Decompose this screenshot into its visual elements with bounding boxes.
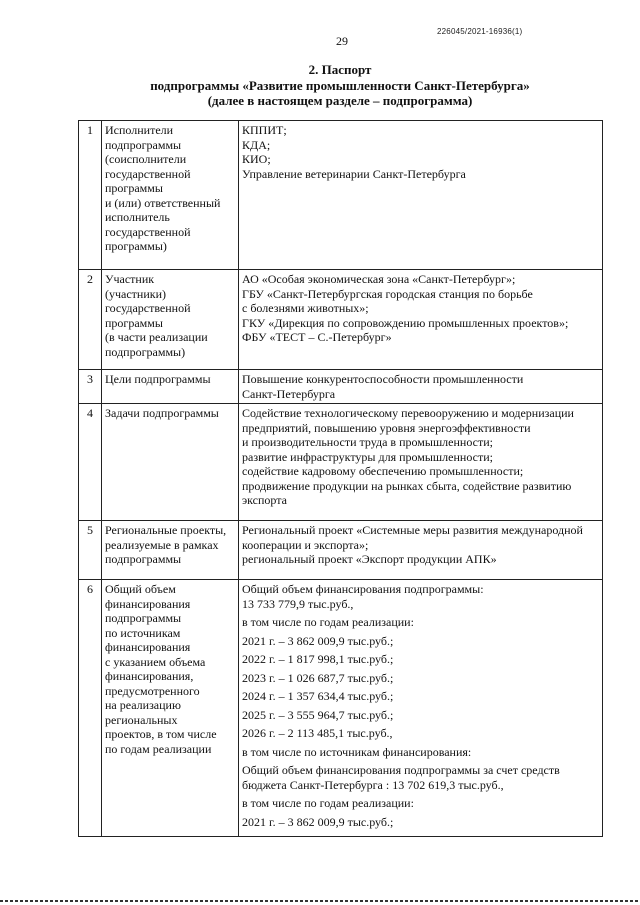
table-row (79, 404, 603, 521)
row-label-line: подпрограммы) (105, 344, 186, 359)
row-number: 3 (79, 370, 102, 404)
row-content-line: 2022 г. – 1 817 998,1 тыс.руб.; (242, 652, 394, 666)
table-row (79, 270, 603, 370)
row-content-line: ФБУ «ТЕСТ – С.-Петербург» (242, 330, 392, 344)
row-content-line: предприятий, повышению уровня энергоэффективности (242, 420, 531, 435)
passport-table (78, 120, 603, 837)
row-content (239, 270, 603, 370)
row-content-line: Повышение конкурентоспособности промышленности (242, 372, 524, 386)
row-number: 5 (79, 521, 102, 580)
row-content-line: 2021 г. – 3 862 009,9 тыс.руб.; (242, 633, 394, 648)
row-label-line: финансирования (105, 640, 191, 654)
row-content-line: и производительности труда в промышленности; (242, 435, 493, 449)
row-content-line: 2021 г. – 3 862 009,9 тыс.руб.; (242, 814, 394, 829)
document-id: 226045/2021-16936(1) (437, 27, 523, 36)
row-label-line: по источникам (105, 625, 181, 640)
row-number: 2 (79, 270, 102, 370)
table-row (79, 521, 603, 580)
row-content-line: 2023 г. – 1 026 687,7 тыс.руб.; (242, 670, 394, 685)
row-content-line: 2025 г. – 3 555 964,7 тыс.руб.; (242, 707, 394, 722)
table-row (79, 580, 603, 837)
row-content (239, 404, 603, 521)
row-content-line: Санкт-Петербурга (242, 386, 336, 401)
row-content-line: развитие инфраструктуры для промышленности; (242, 449, 493, 464)
row-content-line: Общий объем финансирования подпрограммы за счет средств (242, 763, 560, 777)
row-label (102, 270, 239, 370)
row-label-line: (соисполнители (105, 152, 187, 166)
row-content-line: кооперации и экспорта»; (242, 537, 369, 552)
row-label-line: государственной (105, 301, 191, 315)
row-content-line: 13 733 779,9 тыс.руб., (242, 596, 354, 611)
row-label (102, 121, 239, 270)
row-content (239, 121, 603, 270)
row-label-line: государственной (105, 166, 191, 181)
row-content-line: в том числе по годам реализации: (242, 796, 414, 810)
row-label-line: Задачи подпрограммы (105, 406, 219, 420)
row-label-line: с указанием объема (105, 654, 206, 669)
row-content-line: Содействие технологическому перевооружению и модернизации (242, 406, 574, 420)
row-label-line: (в части реализации (105, 330, 208, 344)
row-label-line: программы) (105, 239, 167, 253)
row-content-line: 2026 г. – 2 113 485,1 тыс.руб., (242, 726, 393, 740)
row-number: 4 (79, 404, 102, 521)
section-title (90, 62, 590, 109)
row-content-line: КДА; (242, 137, 271, 152)
row-label-line: проектов, в том числе (105, 727, 217, 741)
title-line-2: подпрограммы «Развитие промышленности Санкт-Петербурга» (150, 77, 530, 93)
title-line-1: 2. Паспорт (308, 62, 372, 77)
row-label-line: Исполнители (105, 123, 174, 137)
row-content-line: ГКУ «Дирекция по сопровождению промышленных проектов»; (242, 315, 569, 330)
row-number: 1 (79, 121, 102, 270)
row-label-line: финансирования, (105, 669, 194, 683)
row-label-line: финансирования (105, 596, 191, 611)
row-label-line: (участники) (105, 286, 167, 301)
row-label-line: реализуемые в рамках (105, 537, 219, 552)
row-content-line: Общий объем финансирования подпрограммы: (242, 582, 484, 596)
row-content-line: содействие кадровому обеспечению промышленности; (242, 464, 524, 478)
row-content-line: КИО; (242, 152, 271, 166)
row-content-line: продвижение продукции на рынках сбыта, содействие развитию (242, 478, 572, 493)
row-content-line: ГБУ «Санкт-Петербургская городская станция по борьбе (242, 286, 533, 301)
row-content-line: КППИТ; (242, 123, 287, 137)
row-content (239, 521, 603, 580)
row-label-line: подпрограммы (105, 611, 182, 625)
row-label-line: исполнитель (105, 210, 170, 224)
row-number: 6 (79, 580, 102, 837)
title-line-3: (далее в настоящем разделе – подпрограмма) (207, 93, 473, 108)
row-content-line: АО «Особая экономическая зона «Санкт-Петербург»; (242, 272, 516, 286)
row-label-line: Региональные проекты, (105, 523, 227, 537)
row-content-line: в том числе по годам реализации: (242, 615, 414, 629)
row-label-line: государственной (105, 224, 191, 239)
row-label-line: региональных (105, 712, 178, 727)
row-content-line: экспорта (242, 493, 287, 507)
row-label-line: Участник (105, 272, 155, 286)
row-label-line: программы (105, 315, 163, 330)
row-label (102, 404, 239, 521)
row-label (102, 370, 239, 404)
row-label-line: предусмотренного (105, 683, 200, 698)
row-content-line: с болезнями животных»; (242, 301, 369, 315)
row-content (239, 580, 603, 837)
row-content-line: Управление ветеринарии Санкт-Петербурга (242, 166, 466, 181)
row-content-line: региональный проект «Экспорт продукции АПК» (242, 552, 497, 566)
row-label-line: Общий объем (105, 582, 176, 596)
row-label-line: по годам реализации (105, 741, 212, 756)
row-label-line: и (или) ответственный (105, 195, 221, 210)
row-content (239, 370, 603, 404)
row-label-line: подпрограммы (105, 552, 182, 566)
page-number: 29 (336, 34, 348, 48)
row-content-line: Региональный проект «Системные меры развития международной (242, 523, 583, 537)
table-row (79, 121, 603, 270)
row-content-line: бюджета Санкт-Петербурга : 13 702 619,3 тыс.руб., (242, 777, 504, 792)
row-label (102, 580, 239, 837)
table-row (79, 370, 603, 404)
page-bottom-rule (0, 900, 640, 902)
row-label-line: на реализацию (105, 698, 181, 712)
row-content-line: в том числе по источникам финансирования: (242, 744, 472, 759)
row-label (102, 521, 239, 580)
row-label-line: Цели подпрограммы (105, 372, 211, 386)
row-label-line: программы (105, 181, 163, 195)
row-content-line: 2024 г. – 1 357 634,4 тыс.руб.; (242, 689, 394, 703)
row-label-line: подпрограммы (105, 137, 182, 152)
